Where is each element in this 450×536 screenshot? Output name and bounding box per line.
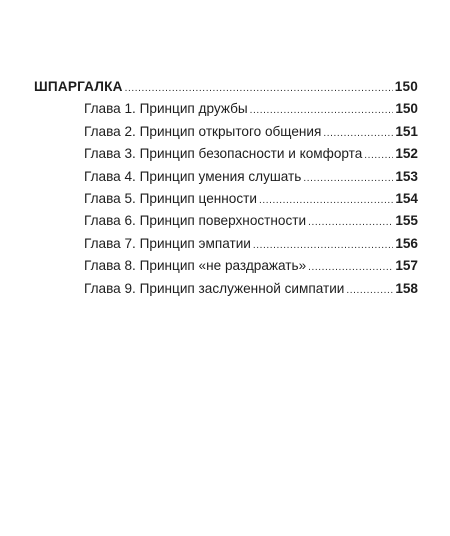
toc-chapter-label: Глава 2. Принцип открытого общения	[84, 123, 322, 139]
dot-leader	[346, 280, 393, 302]
dot-leader	[303, 168, 393, 190]
toc-chapter-7	[34, 233, 418, 255]
toc-chapter-page-number: 156	[395, 235, 418, 251]
dot-leader	[364, 145, 393, 167]
toc-chapter-label: Глава 3. Принцип безопасности и комфорта	[84, 146, 363, 162]
toc-chapter-page-number: 155	[395, 213, 418, 229]
toc-chapter-label: Глава 5. Принцип ценности	[84, 190, 257, 206]
toc-chapter-page-number: 150	[395, 101, 418, 117]
toc-chapter-page-number: 152	[395, 146, 418, 162]
toc-section-label: ШПАРГАЛКА	[34, 79, 123, 94]
toc-chapter-1	[34, 98, 418, 120]
toc-chapter-5	[34, 188, 418, 210]
toc-chapter-6	[34, 210, 418, 232]
toc-chapter-2	[34, 121, 418, 143]
dot-leader	[125, 78, 393, 100]
table-of-contents	[34, 76, 418, 300]
dot-leader	[259, 190, 393, 212]
toc-chapter-page-number: 158	[395, 280, 418, 296]
toc-section-page-number: 150	[394, 79, 418, 94]
toc-chapter-3	[34, 143, 418, 165]
toc-chapter-label: Глава 8. Принцип «не раздражать»	[84, 258, 307, 274]
toc-chapter-label: Глава 6. Принцип поверхностности	[84, 213, 307, 229]
toc-chapter-page-number: 153	[395, 168, 418, 184]
dot-leader	[308, 257, 393, 279]
toc-chapter-label: Глава 4. Принцип умения слушать	[84, 168, 302, 184]
toc-chapter-page-number: 151	[395, 123, 418, 139]
toc-chapter-8	[34, 255, 418, 277]
dot-leader	[253, 235, 393, 257]
dot-leader	[250, 100, 394, 122]
toc-section-cheatsheet	[34, 76, 418, 98]
toc-chapter-label: Глава 1. Принцип дружбы	[84, 101, 248, 117]
toc-chapter-label: Глава 9. Принцип заслуженной симпатии	[84, 280, 345, 296]
dot-leader	[308, 212, 393, 234]
toc-chapter-page-number: 157	[395, 258, 418, 274]
toc-chapter-9	[34, 278, 418, 300]
toc-chapter-label: Глава 7. Принцип эмпатии	[84, 235, 251, 251]
toc-chapter-page-number: 154	[395, 190, 418, 206]
dot-leader	[323, 123, 393, 145]
toc-chapter-4	[34, 166, 418, 188]
